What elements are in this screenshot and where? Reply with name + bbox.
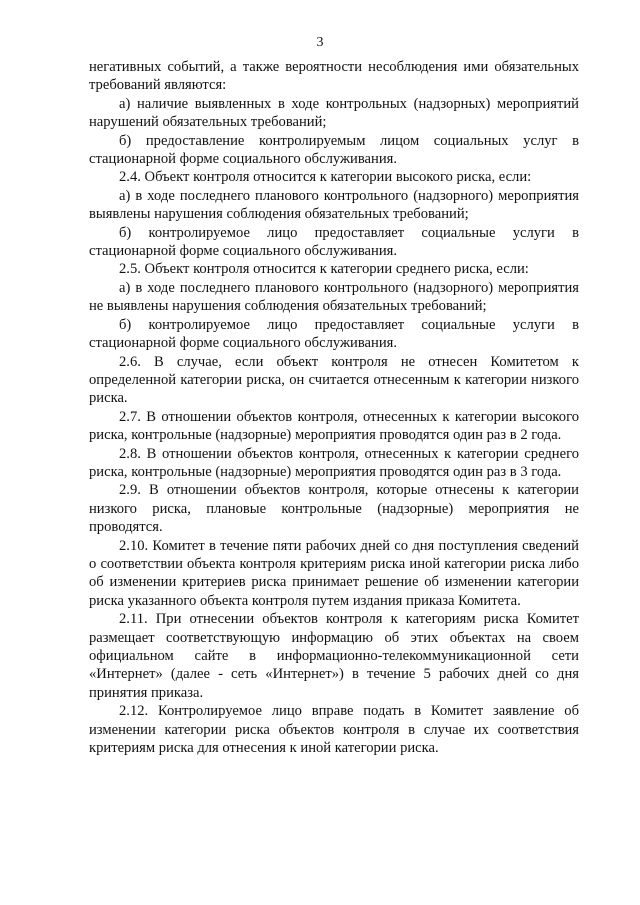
- paragraph-2-5: 2.5. Объект контроля относится к категории среднего риска, если:: [119, 261, 529, 278]
- paragraph-2-4-b: б) контролируемое лицо предоставляет социальные услуги в стационарной форме социального обслуживания.: [89, 224, 579, 260]
- paragraph-2-6: 2.6. В случае, если объект контроля не отнесен Комитетом к определенной категории риска, он считается отнесенным к категории низкого риска.: [89, 353, 579, 407]
- paragraph-2-10: 2.10. Комитет в течение пяти рабочих дней со дня поступления сведений о соответствии объекта контроля критериям риска иной категории риска либо об изменении критериев риска принимает решение об изменении категории риска указанного объекта контроля путем издания приказа Комитета.: [89, 537, 579, 609]
- paragraph-2-8: 2.8. В отношении объектов контроля, отнесенных к категории среднего риска, контрольные (надзорные) мероприятия проводятся один раз в 3 года.: [89, 445, 579, 480]
- page-number: 3: [316, 35, 324, 50]
- paragraph-2-7: 2.7. В отношении объектов контроля, отнесенных к категории высокого риска, контрольные (надзорные) мероприятия проводятся один раз в 2 года.: [89, 408, 579, 444]
- paragraph-2-12: 2.12. Контролируемое лицо вправе подать в Комитет заявление об изменении категории риска объектов контроля в случае их соответствия критериям риска для отнесения к иной категории риска.: [89, 703, 579, 757]
- paragraph-2-3-a: а) наличие выявленных в ходе контрольных (надзорных) мероприятий нарушений обязательных требований;: [89, 95, 579, 131]
- paragraph-2-3-b: б) предоставление контролируемым лицом социальных услуг в стационарной форме социального обслуживания.: [89, 132, 579, 168]
- document-body: [89, 58, 579, 757]
- paragraph-2-4: 2.4. Объект контроля относится к категории высокого риска, если:: [119, 169, 532, 186]
- paragraph-2-4-a: а) в ходе последнего планового контрольного (надзорного) мероприятия выявлены нарушения соблюдения обязательных требований;: [89, 187, 579, 223]
- paragraph-2-5-a: а) в ходе последнего планового контрольного (надзорного) мероприятия не выявлены нарушения соблюдения обязательных требований;: [89, 279, 579, 315]
- paragraph-continuation: негативных событий, а также вероятности несоблюдения ими обязательных требований являются:: [89, 59, 579, 94]
- paragraph-2-5-b: б) контролируемое лицо предоставляет социальные услуги в стационарной форме социального обслуживания.: [89, 316, 579, 352]
- paragraph-2-9: 2.9. В отношении объектов контроля, которые отнесены к категории низкого риска, плановые контрольные (надзорные) мероприятия не проводятся.: [89, 482, 579, 536]
- paragraph-2-11: 2.11. При отнесении объектов контроля к категориям риска Комитет размещает соответствующую информацию об этих объектах на своем официальном сайте в информационно-телекоммуникационной сети «Интернет» (далее - сеть «Интернет») в течение 5 рабочих дней со дня принятия приказа.: [89, 611, 579, 701]
